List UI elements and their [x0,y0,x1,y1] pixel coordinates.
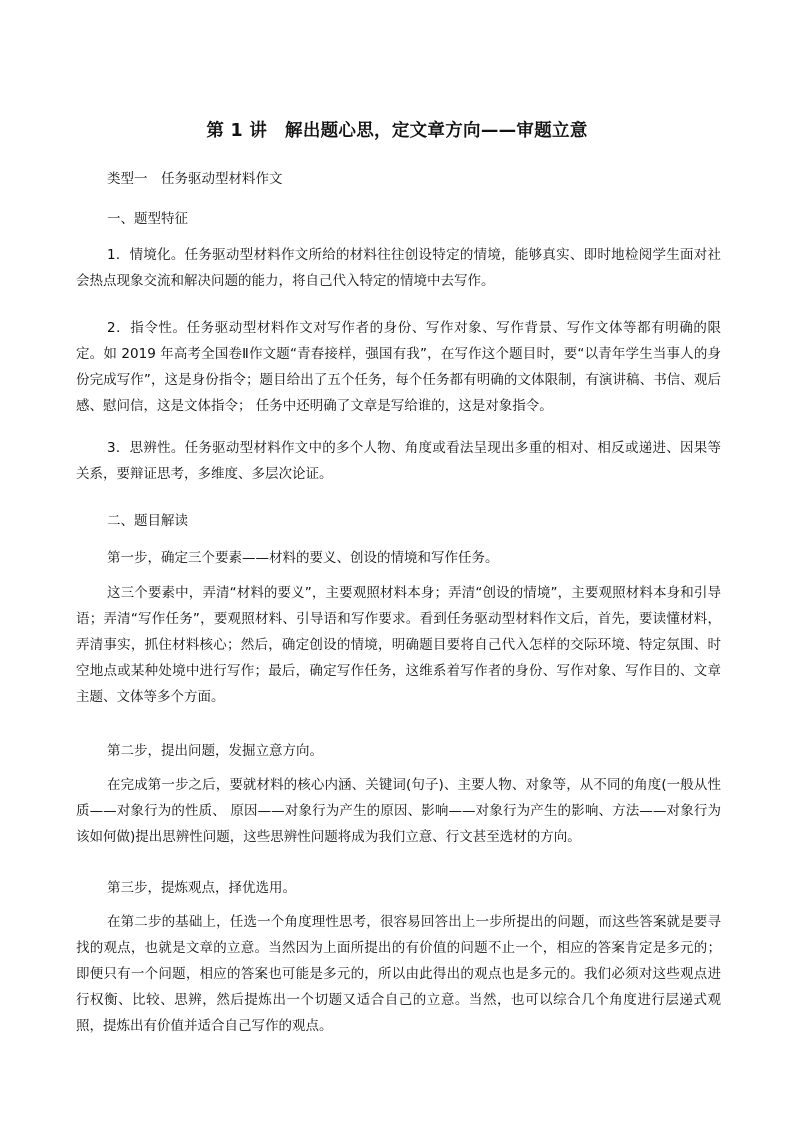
section-heading-features: 一、题型特征 [107,211,188,227]
paragraph-situational: 1．情境化。任务驱动型材料作文所给的材料往往创设特定的情境，能够真实、即时地检阅学生面对社会热点现象交流和解决问题的能力，将自己代入特定的情境中去写作。 [76,247,721,289]
paragraph-directive: 2．指令性。任务驱动型材料作文对写作者的身份、写作对象、写作背景、写作文体等都有明确的限定。如 2019 年高考全国卷Ⅱ作文题“青春接样，强国有我”，在写作这个题目时，要“以青年学生当事人的身份完成写作”，这是身份指令；题目给出了五个任务，每个任务都有明确的文体限制，有演讲稿、书信、观后感、慰问信，这是文体指令； 任务中还明确了文章是写给谁的，这是对象指令。 [76,320,721,414]
paragraph-dialectical: 3．思辨性。任务驱动型材料作文中的多个人物、角度或看法呈现出多重的相对、相反或递进、因果等关系，要辩证思考，多维度、多层次论证。 [76,440,721,482]
step-three-heading: 第三步，提炼观点，择优选用。 [107,880,296,896]
section-heading-interpretation: 二、题目解读 [107,513,188,529]
step-one-heading: 第一步，确定三个要素——材料的要义、创设的情境和写作任务。 [107,550,499,566]
step-two-heading: 第二步，提出问题，发掘立意方向。 [107,743,323,759]
paragraph-raise-questions: 在完成第一步之后，要就材料的核心内涵、关键词(句子)、主要人物、对象等，从不同的角度(一般从性质——对象行为的性质、 原因——对象行为产生的原因、影响——对象行为产生的影响、方法——对象行为该如何做)提出思辨性问题，这些思辨性问题将成为我们立意、行文甚至选材的方向。 [76,777,721,845]
paragraph-refine-viewpoints: 在第二步的基础上，任选一个角度理性思考，很容易回答出上一步所提出的问题，而这些答案就是要寻找的观点，也就是文章的立意。当然因为上面所提出的有价值的问题不止一个，相应的答案肯定是多元的；即便只有一个问题，相应的答案也可能是多元的，所以由此得出的观点也是多元的。我们必须对这些观点进行权衡、比较、思辨，然后提炼出一个切题又适合自己的立意。当然，也可以综合几个角度进行层递式观照，提炼出有价值并适合自己写作的观点。 [76,914,721,1034]
page-title: 第 1 讲 解出题心思，定文章方向——审题立意 [206,121,588,141]
paragraph-three-elements: 这三个要素中，弄清“材料的要义”，主要观照材料本身；弄清“创设的情境”，主要观照材料本身和引导语；弄清“写作任务”，要观照材料、引导语和写作要求。看到任务驱动型材料作文后，首先，要读懂材料，弄清事实，抓住材料核心；然后，确定创设的情境，明确题目要将自己代入怎样的交际环境、特定氛围、时空地点或某种处境中进行写作；最后，确定写作任务，这维系着写作者的身份、写作对象、写作目的、文章主题、文体等多个方面。 [76,585,721,705]
type-heading: 类型一 任务驱动型材料作文 [107,171,283,187]
